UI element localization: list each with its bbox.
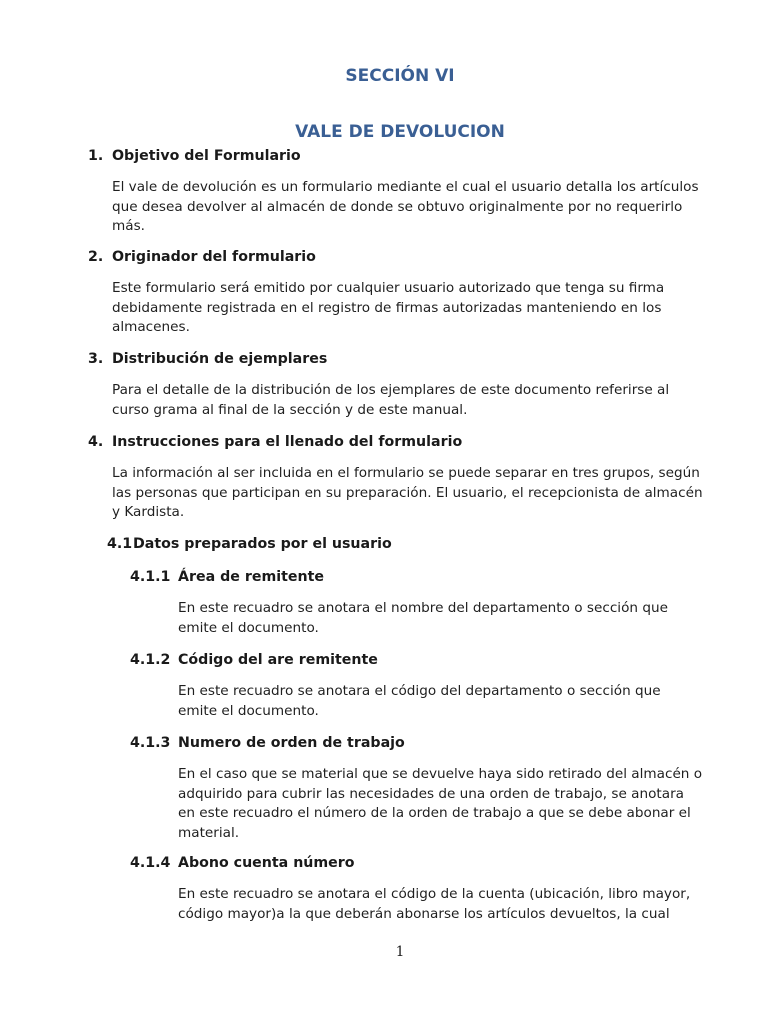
paragraph-line: en este recuadro el número de la orden de trabajo a que se debe abonar el: [178, 805, 691, 821]
paragraph-line: las personas que participan en su preparación. El usuario, el recepcionista de almacén: [112, 484, 703, 501]
subsubsection-paragraph-1: [178, 599, 668, 638]
paragraph-line: En este recuadro se anotara el nombre del departamento o sección que: [178, 600, 668, 616]
paragraph-line: más.: [112, 218, 145, 234]
section-heading-4: [88, 433, 462, 452]
section-number: 1.: [88, 148, 104, 164]
paragraph-line: emite el documento.: [178, 619, 319, 636]
subsubsection-paragraph-4: [178, 885, 690, 924]
paragraph-line: curso grama al final de la sección y de este manual.: [112, 401, 468, 418]
section-paragraph-1: [112, 178, 699, 237]
paragraph-line: y Kardista.: [112, 504, 185, 520]
section-paragraph-2: [112, 279, 664, 338]
section-heading-text: Originador del formulario: [112, 249, 316, 265]
paragraph-line: emite el documento.: [178, 702, 319, 719]
subsubsection-heading-4: [130, 854, 355, 873]
section-heading-text: Objetivo del Formulario: [112, 148, 301, 164]
subsubsection-heading-text: Área de remitente: [178, 569, 325, 585]
subsubsection-heading-2: [130, 651, 378, 670]
page-number: 1: [395, 944, 405, 960]
subsubsection-heading-3: [130, 734, 405, 753]
subsubsection-paragraph-3: [178, 765, 702, 843]
paragraph-line: La información al ser incluida en el formulario se puede separar en tres grupos, según: [112, 465, 700, 481]
subsubsection-heading-text: Abono cuenta número: [178, 855, 355, 871]
subsubsection-number: 4.1.4: [130, 855, 171, 871]
paragraph-line: que desea devolver al almacén de donde se obtuvo originalmente por no requerirlo: [112, 198, 683, 215]
paragraph-line: Para el detalle de la distribución de los ejemplares de este documento referirse al: [112, 382, 670, 398]
section-heading-text: Distribución de ejemplares: [112, 351, 328, 367]
section-number: 3.: [88, 351, 104, 367]
subsubsection-number: 4.1.2: [130, 652, 171, 668]
subsubsection-number: 4.1.3: [130, 735, 171, 751]
paragraph-line: En este recuadro se anotara el código del departamento o sección que: [178, 683, 661, 699]
paragraph-line: En este recuadro se anotara el código de la cuenta (ubicación, libro mayor,: [178, 886, 691, 902]
paragraph-line: debidamente registrada en el registro de firmas autorizadas manteniendo en los: [112, 299, 662, 316]
subsubsection-number: 4.1.1: [130, 569, 171, 585]
paragraph-line: Este formulario será emitido por cualquier usuario autorizado que tenga su firma: [112, 280, 665, 296]
subsubsection-heading-text: Código del are remitente: [178, 652, 378, 668]
subsection-number: 4.1: [107, 536, 133, 552]
section-heading-3: [88, 350, 327, 369]
paragraph-line: material.: [178, 824, 240, 841]
section-heading-text: Instrucciones para el llenado del formulario: [112, 434, 463, 450]
subsubsection-heading-text: Numero de orden de trabajo: [178, 735, 405, 751]
section-number: 2.: [88, 249, 104, 265]
section-paragraph-3: [112, 381, 669, 420]
section-number: 4.: [88, 434, 104, 450]
paragraph-line: almacenes.: [112, 319, 190, 335]
subsubsection-paragraph-2: [178, 682, 661, 721]
paragraph-line: En el caso que se material que se devuelve haya sido retirado del almacén o: [178, 766, 703, 782]
section-title: SECCIÓN VI: [345, 66, 455, 86]
paragraph-line: adquirido para cubrir las necesidades de una orden de trabajo, se anotara: [178, 785, 685, 802]
paragraph-line: código mayor)a la que deberán abonarse los artículos devueltos, la cual: [178, 905, 670, 922]
section-heading-1: [88, 147, 301, 166]
section-paragraph-4: [112, 464, 703, 523]
document-title: VALE DE DEVOLUCION: [295, 122, 505, 142]
subsubsection-heading-1: [130, 568, 324, 587]
section-heading-2: [88, 248, 316, 267]
paragraph-line: El vale de devolución es un formulario mediante el cual el usuario detalla los artículos: [112, 179, 699, 195]
subsection-heading-text: Datos preparados por el usuario: [133, 536, 392, 552]
subsection-heading: [107, 535, 392, 554]
